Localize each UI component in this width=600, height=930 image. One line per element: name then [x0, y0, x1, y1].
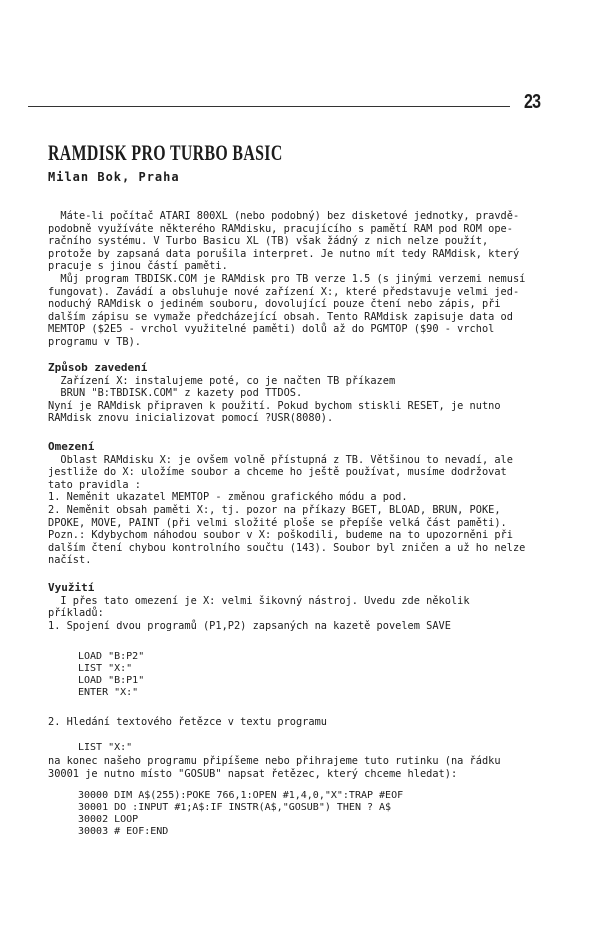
code-line-list — [78, 742, 598, 754]
text-line: programu v TB). — [48, 335, 141, 348]
text-line: Máte-li počítač ATARI 800XL (nebo podobný) bez disketové jednotky, pravdě- — [48, 210, 520, 222]
text-line: dalším zápisu se vymaže předcházející obsah. Tento RAMdisk zapisuje data od — [48, 310, 513, 323]
text-line: I přes tato omezení je X: velmi šikovný nástroj. Uvedu zde několik — [48, 594, 470, 607]
text-line: Pozn.: Kdybychom náhodou soubor v X: poškodili, budeme na to upozorněni při — [48, 529, 513, 542]
code-line: 30003 # EOF:END — [78, 826, 169, 837]
section-heading: Omezení — [48, 440, 95, 453]
item-search — [48, 716, 568, 729]
section-heading: Využití — [48, 581, 95, 594]
text-line: podobně využíváte některého RAMdisku, pracujícího s pamětí RAM pod ROM ope- — [48, 222, 513, 235]
text-line: račního systému. V Turbo Basicu XL (TB) však žádný z nich nelze použít, — [48, 235, 489, 248]
routine-description — [48, 755, 568, 780]
code-line: 30000 DIM A$(255):POKE 766,1:OPEN #1,4,0,"X":TRAP #EOF — [78, 790, 404, 801]
code-line: LIST "X:" — [78, 663, 133, 674]
code-block-merge — [78, 651, 598, 699]
text-line: noduchý RAMdisk o jediném souboru, dovolující pouze čtení nebo zápis, při — [48, 298, 501, 311]
code-line: 30001 DO :INPUT #1;A$:IF INSTR(A$,"GOSUB") THEN ? A$ — [78, 802, 392, 813]
text-line: 1. Neměnit ukazatel MEMTOP - změnou grafického módu a pod. — [48, 491, 408, 504]
text-line: načíst. — [48, 554, 92, 567]
text-line: dalším čtení chybou kontrolního součtu (143). Soubor byl zničen a už ho nelze — [48, 541, 526, 554]
text-line: Oblast RAMdisku X: je ovšem volně přístupná z TB. Většinou to nevadí, ale — [48, 453, 513, 466]
section-vyuziti — [48, 582, 568, 632]
text-line: Zařízení X: instalujeme poté, co je načten TB příkazem — [48, 374, 396, 387]
text-line: DPOKE, MOVE, PAINT (při velmi složité ploše se přepíše velká část paměti). — [48, 516, 507, 529]
text-line: jestliže do X: uložíme soubor a chceme ho ještě používat, musíme dodržovat — [48, 466, 507, 479]
text-line: pracuje s jinou částí paměti. — [48, 260, 228, 273]
page-number: 23 — [524, 91, 541, 113]
text-line: BRUN "B:TBDISK.COM" z kazety pod TTDOS. — [48, 387, 303, 400]
intro-paragraph — [48, 210, 568, 349]
section-omezeni — [48, 441, 568, 567]
text-line: 2. Hledání textového řetězce v textu programu — [48, 716, 327, 728]
code-block-search — [78, 790, 598, 838]
text-line: 2. Neměnit obsah paměti X:, tj. pozor na příkazy BGET, BLOAD, BRUN, POKE, — [48, 503, 501, 516]
section-heading: Způsob zavedení — [48, 361, 148, 374]
text-line: příkladů: — [48, 607, 104, 620]
text-line: protože by zapsaná data porušila interpret. Je nutno mít tedy RAMdisk, který — [48, 247, 520, 260]
author-line: Milan Bok, Praha — [48, 170, 180, 184]
code-line: LOAD "B:P2" — [78, 651, 145, 662]
article-title: RAMDISK PRO TURBO BASIC — [48, 140, 283, 165]
code-line: ENTER "X:" — [78, 687, 139, 698]
text-line: MEMTOP ($2E5 - vrchol využitelné paměti) dolů až do PGMTOP ($90 - vrchol — [48, 323, 495, 336]
text-line: Nyní je RAMdisk připraven k použití. Pokud bychom stiskli RESET, je nutno — [48, 399, 501, 412]
code-line: 30002 LOOP — [78, 814, 139, 825]
text-line: 1. Spojení dvou programů (P1,P2) zapsaných na kazetě povelem SAVE — [48, 619, 451, 632]
text-line: fungovat). Zavádí a obsluhuje nové zařízení X:, které představuje velmi jed- — [48, 285, 520, 298]
code-line: LOAD "B:P1" — [78, 675, 145, 686]
text-line: tato pravidla : — [48, 478, 141, 491]
text-line: na konec našeho programu připíšeme nebo přihrajeme tuto rutinku (na řádku — [48, 755, 501, 767]
text-line: 30001 je nutno místo "GOSUB" napsat řetězec, který chceme hledat): — [48, 767, 458, 780]
text-line: Můj program TBDISK.COM je RAMdisk pro TB verze 1.5 (s jinými verzemi nemusí — [48, 272, 526, 285]
section-zpusob-zavedeni — [48, 362, 568, 425]
text-line: RAMdisk znovu inicializovat pomocí ?USR(8080). — [48, 412, 334, 425]
header-rule — [28, 106, 510, 107]
code-line: LIST "X:" — [78, 742, 133, 753]
